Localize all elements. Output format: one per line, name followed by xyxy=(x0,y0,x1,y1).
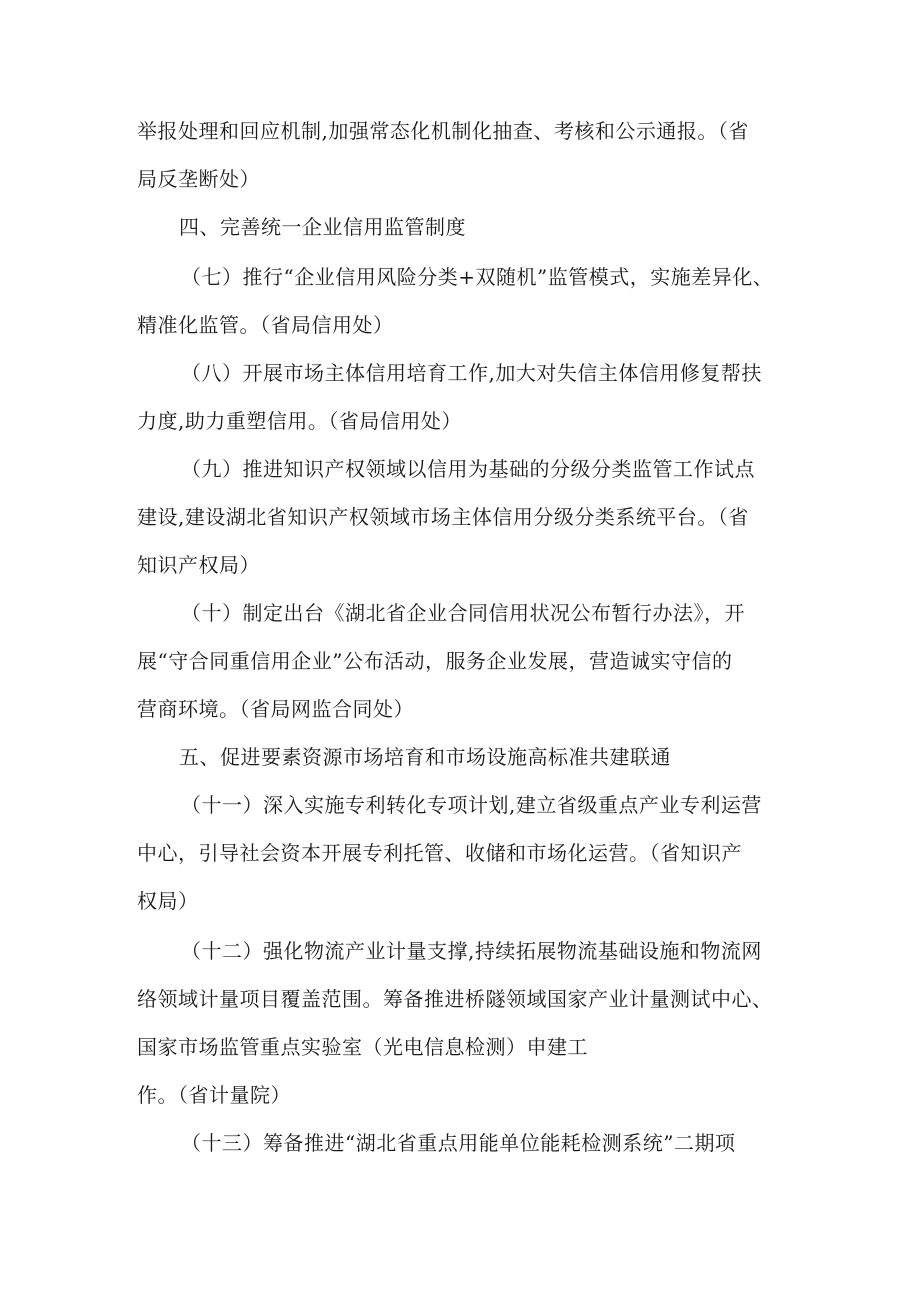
paragraph-line: （十一）深入实施专利转化专项计划,建立省级重点产业专利运营 xyxy=(181,793,762,817)
paragraph-line: 知识产权局） xyxy=(137,553,260,577)
paragraph-line: 国家市场监管重点实验室（光电信息检测）申建工 xyxy=(137,1035,588,1059)
paragraph-line: （十三）筹备推进“湖北省重点用能单位能耗检测系统”二期项 xyxy=(181,1131,736,1155)
paragraph-line: 营商环境。（省局网监合同处） xyxy=(137,697,414,721)
paragraph-line: 局反垄断处） xyxy=(137,167,260,191)
paragraph-line: 作。（省计量院） xyxy=(137,1083,291,1107)
section-heading: 五、促进要素资源市场培育和市场设施高标准共建联通 xyxy=(179,745,671,769)
paragraph-line: 精准化监管。（省局信用处） xyxy=(137,313,394,337)
paragraph-line: 力度,助力重塑信用。（省局信用处） xyxy=(137,409,462,433)
section-heading: 四、完善统一企业信用监管制度 xyxy=(179,215,466,239)
paragraph-line: （十二）强化物流产业计量支撑,持续拓展物流基础设施和物流网 xyxy=(181,939,762,963)
paragraph-line: （十）制定出台《湖北省企业合同信用状况公布暂行办法》，开 xyxy=(181,601,745,625)
paragraph-line: 举报处理和回应机制,加强常态化机制化抽查、考核和公示通报。（省 xyxy=(137,119,749,143)
paragraph-line: 展“守合同重信用企业”公布活动，服务企业发展，营造诚实守信的 xyxy=(137,649,733,673)
paragraph-line: 中心，引导社会资本开展专利托管、收储和市场化运营。（省知识产 xyxy=(137,841,742,865)
paragraph-line: 权局） xyxy=(137,889,199,913)
paragraph-line: （九）推进知识产权领域以信用为基础的分级分类监管工作试点 xyxy=(181,457,755,481)
paragraph-line: （七）推行“企业信用风险分类+双随机”监管模式，实施差异化、 xyxy=(181,265,774,289)
paragraph-line: 络领域计量项目覆盖范围。筹备推进桥隧领域国家产业计量测试中心、 xyxy=(137,987,773,1011)
paragraph-line: （八）开展市场主体信用培育工作,加大对失信主体信用修复帮扶 xyxy=(181,361,762,385)
paragraph-line: 建设,建设湖北省知识产权领域市场主体信用分级分类系统平台。（省 xyxy=(137,505,749,529)
